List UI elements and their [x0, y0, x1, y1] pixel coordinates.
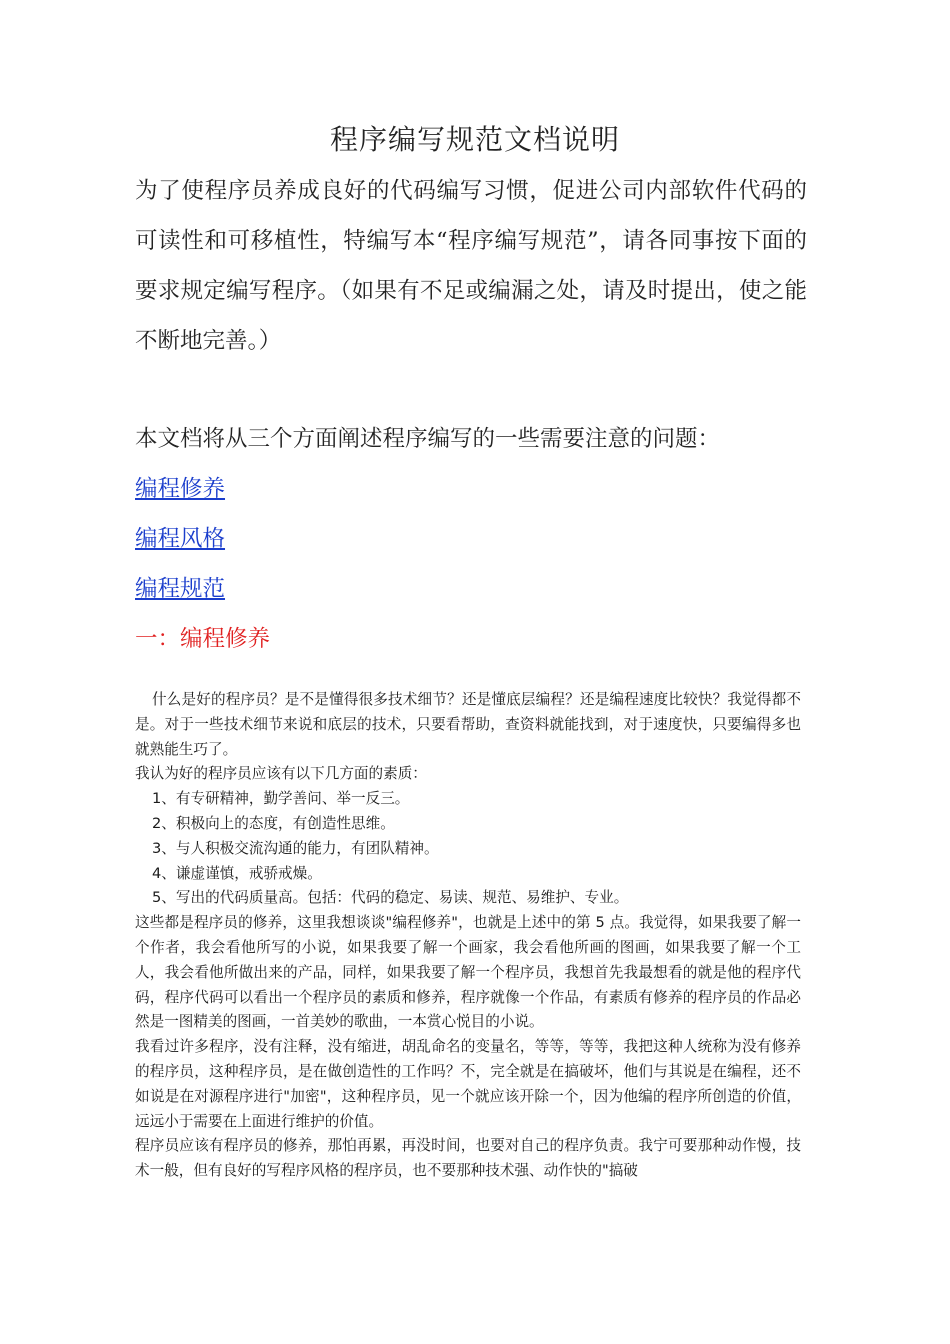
intro-paragraph: 为了使程序员养成良好的代码编写习惯，促进公司内部软件代码的可读性和可移植性，特编写本“程序编写规范”，请各同事按下面的要求规定编写程序。（如果有不足或编漏之处，请及时提出，使之能不断地完善。）: [135, 178, 807, 354]
body-paragraph: 我看过许多程序，没有注释，没有缩进，胡乱命名的变量名，等等，等等，我把这种人统称为没有修养的程序员，这种程序员，是在做创造性的工作吗？不，完全就是在搞破坏，他们与其说是在编程，还不如说是在对源程序进行"加密"，这种程序员，见一个就应该开除一个，因为他编的程序所创造的价值，远远小于需要在上面进行维护的价值。: [135, 1038, 801, 1130]
quality-item: 1、有专研精神，勤学善问、举一反三。: [152, 790, 410, 808]
section-heading: 一：编程修养: [135, 626, 271, 652]
body-paragraph: 这些都是程序员的修养，这里我想谈谈"编程修养"，也就是上述中的第 5 点。我觉得，如果我要了解一个作者，我会看他所写的小说，如果我要了解一个画家，我会看他所画的图画，如果我要了解一个工人，我会看他所做出来的产品，同样，如果我要了解一个程序员，我想首先我最想看的就是他的程序代码，程序代码可以看出一个程序员的素质和修养，程序就像一个作品，有素质有修养的程序员的作品必然是一图精美的图画，一首美妙的歌曲，一本赏心悦目的小说。: [135, 914, 801, 1031]
toc-item: [135, 464, 225, 514]
document-title: 程序编写规范文档说明: [329, 123, 620, 156]
toc-link-programming-standards[interactable]: 编程规范: [135, 576, 226, 602]
toc-link-programming-style[interactable]: 编程风格: [135, 526, 226, 552]
body-paragraph: 什么是好的程序员？是不是懂得很多技术细节？还是懂底层编程？还是编程速度比较快？我觉得都不是。对于一些技术细节来说和底层的技术，只要看帮助，查资料就能找到，对于速度快，只要编得多也就熟能生巧了。: [135, 691, 801, 758]
quality-item: 5、写出的代码质量高。包括：代码的稳定、易读、规范、易维护、专业。: [152, 889, 629, 907]
toc-link-programming-cultivation[interactable]: 编程修养: [135, 476, 226, 502]
quality-item: 3、与人积极交流沟通的能力，有团队精神。: [152, 839, 439, 857]
quality-item: 4、谦虚谨慎，戒骄戒燥。: [152, 864, 322, 882]
table-of-contents: [135, 464, 225, 614]
toc-item: [135, 514, 225, 564]
toc-item: [135, 564, 225, 614]
body-paragraph: 程序员应该有程序员的修养，那怕再累，再没时间，也要对自己的程序负责。我宁可要那种动作慢，技术一般，但有良好的写程序风格的程序员，也不要那种技术强、动作快的"搞破: [135, 1137, 801, 1180]
body-paragraph: 我认为好的程序员应该有以下几方面的素质：: [135, 765, 427, 783]
section-body: [135, 688, 801, 1184]
overview-paragraph: 本文档将从三个方面阐述程序编写的一些需要注意的问题：: [135, 426, 721, 452]
quality-item: 2、积极向上的态度，有创造性思维。: [152, 814, 395, 832]
